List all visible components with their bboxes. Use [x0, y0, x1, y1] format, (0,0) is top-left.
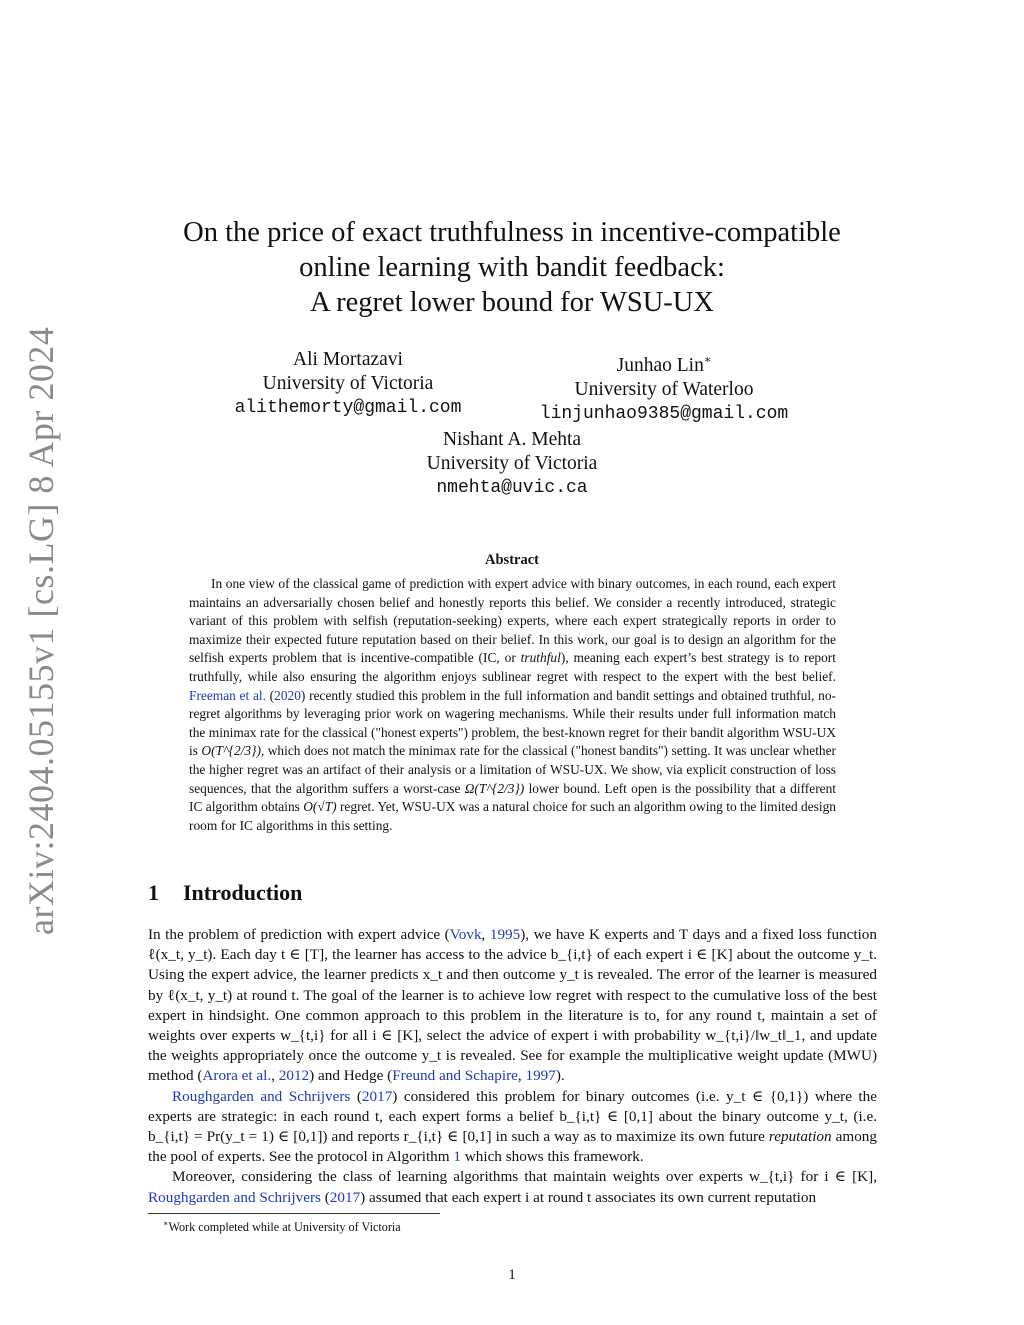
abstract-body [189, 575, 836, 835]
algorithm-ref-link[interactable]: 1 [453, 1148, 461, 1166]
citation-link[interactable]: Vovk [449, 926, 482, 943]
section-title: Introduction [183, 880, 303, 905]
citation-year-link[interactable]: 2017 [361, 1087, 393, 1105]
math-expression: Ω(T^{2/3}) [464, 780, 525, 796]
citation-link[interactable]: Roughgarden and Schrijvers [148, 1188, 321, 1206]
author-affiliation: University of Waterloo [574, 379, 754, 400]
emphasis: truthful [520, 650, 561, 666]
author-block [218, 348, 478, 420]
title-line: online learning with bandit feedback: [299, 252, 725, 283]
body-paragraph: Moreover, considering the class of learning algorithms that maintain weights over experts w_{t,i} for i ∈ [K], Roughgarden and Schrijvers (2017) assumed that each expert i at round t associates its own current reputation [148, 1168, 877, 1206]
author-email[interactable]: nmehta@uvic.ca [436, 478, 588, 498]
paper-title [100, 215, 924, 320]
emphasis: reputation [768, 1128, 832, 1146]
body-paragraph: In the problem of prediction with expert advice (Vovk, 1995), we have K experts and T days and a fixed loss function ℓ(x_t, y_t). Each day t ∈ [T], the learner has access to the advice b_{i,t} of each expert i ∈ [K] about the outcome y_t. Using the expert advice, the learner predicts x_t and then outcome y_t is revealed. The error of the learner is measured by ℓ(x_t, y_t) at round t. The goal of the learner is to achieve low regret with respect to the cumulative loss of the best expert in hindsight. One common approach to this problem in the literature is to, for any round t, maintain a set of weights over experts w_{t,i} for all i ∈ [K], select the advice of expert i with probability w_{t,i}/‖w_t‖_1, and update the weights appropriately once the outcome y_t is revealed. See for example the multiplicative weight update (MWU) method (Arora et al., 2012) and Hedge (Freund and Schapire, 1997). [148, 926, 877, 1085]
page-number: 1 [508, 1267, 516, 1283]
author-name: Nishant A. Mehta [442, 429, 582, 450]
citation-year-link[interactable]: 2017 [329, 1188, 361, 1206]
author-name: Ali Mortazavi [293, 349, 403, 370]
citation-link[interactable]: Roughgarden and Schrijvers [172, 1087, 351, 1105]
citation-year-link[interactable]: 1997 [525, 1067, 556, 1085]
introduction-body [148, 925, 877, 1208]
citation-year-link[interactable]: 1995 [489, 926, 521, 943]
citation-year-link[interactable]: 2012 [278, 1067, 310, 1085]
section-heading [148, 880, 302, 906]
citation-year-link[interactable]: 2020 [274, 687, 301, 703]
footnote-mark: ∗ [163, 1219, 169, 1228]
footnote-divider [148, 1213, 440, 1214]
title-line: A regret lower bound for WSU-UX [310, 287, 714, 318]
author-email[interactable]: alithemorty@gmail.com [234, 398, 462, 418]
abstract-paragraph: In one view of the classical game of prediction with expert advice with binary outcomes, in each round, each expert maintains an adversarially chosen belief and honestly reports this belief. We consider a recently introduced, strategic variant of this problem with selfish (reputation-seeking) experts, where each expert strategically reports in order to maximize their expected future reputation based on their belief. In this work, our goal is to design an algorithm for the selfish experts problem that is incentive-compatible (IC, or truthful), meaning each expert’s best strategy is to report truthfully, while also ensuring the algorithm enjoys sublinear regret with respect to the expert with the best belief. Freeman et al. (2020) recently studied this problem in the full information and bandit settings and obtained truthful, no-regret algorithms by leveraging prior work on wagering mechanisms. While their results under full information match the minimax rate for the classical ("honest experts") problem, the best-known regret for their bandit algorithm WSU-UX is O(T^{2/3}), which does not match the minimax rate for the classical ("honest bandits") setting. It was unclear whether the higher regret was an artifact of their analysis or a limitation of WSU-UX. We show, via explicit construction of loss sequences, that the algorithm suffers a worst-case Ω(T^{2/3}) lower bound. Left open is the possibility that a different IC algorithm obtains O(√T) regret. Yet, WSU-UX was a natural choice for such an algorithm owing to the limited design room for IC algorithms in this setting. [189, 576, 837, 833]
author-name: Junhao Lin [616, 355, 704, 376]
author-email[interactable]: linjunhao9385@gmail.com [539, 404, 789, 424]
math-expression: O(T^{2/3}) [201, 743, 261, 759]
author-block [514, 348, 814, 426]
citation-link[interactable]: Freeman et al. [189, 687, 266, 703]
body-paragraph: Roughgarden and Schrijvers (2017) considered this problem for binary outcomes (i.e. y_t ∈ {0,1}) where the experts are strategic: in each round t, each expert forms a belief b_{i,t} ∈ [0,1] about the binary outcome y_t, (i.e. b_{i,t} = Pr(y_t = 1) ∈ [0,1]) and reports r_{i,t} ∈ [0,1] in such a way as to maximize its own future reputation among the pool of experts. See the protocol in Algorithm 1 which shows this framework. [148, 1087, 877, 1166]
math-expression: O(√T) [303, 799, 337, 815]
section-number: 1 [148, 880, 159, 905]
footnote-text: Work completed while at University of Victoria [168, 1220, 401, 1234]
arxiv-identifier: arXiv:2404.05155v1 [cs.LG] 8 Apr 2024 [21, 326, 61, 935]
footnote-mark: ∗ [703, 354, 712, 366]
title-line: On the price of exact truthfulness in incentive-compatible [183, 217, 841, 248]
citation-link[interactable]: Freund and Schapire [392, 1067, 518, 1085]
footnote [163, 1219, 401, 1235]
author-affiliation: University of Victoria [426, 453, 598, 474]
author-affiliation: University of Victoria [262, 373, 434, 394]
author-block [362, 428, 662, 500]
citation-link[interactable]: Arora et al. [202, 1067, 272, 1085]
abstract-heading: Abstract [485, 552, 539, 568]
